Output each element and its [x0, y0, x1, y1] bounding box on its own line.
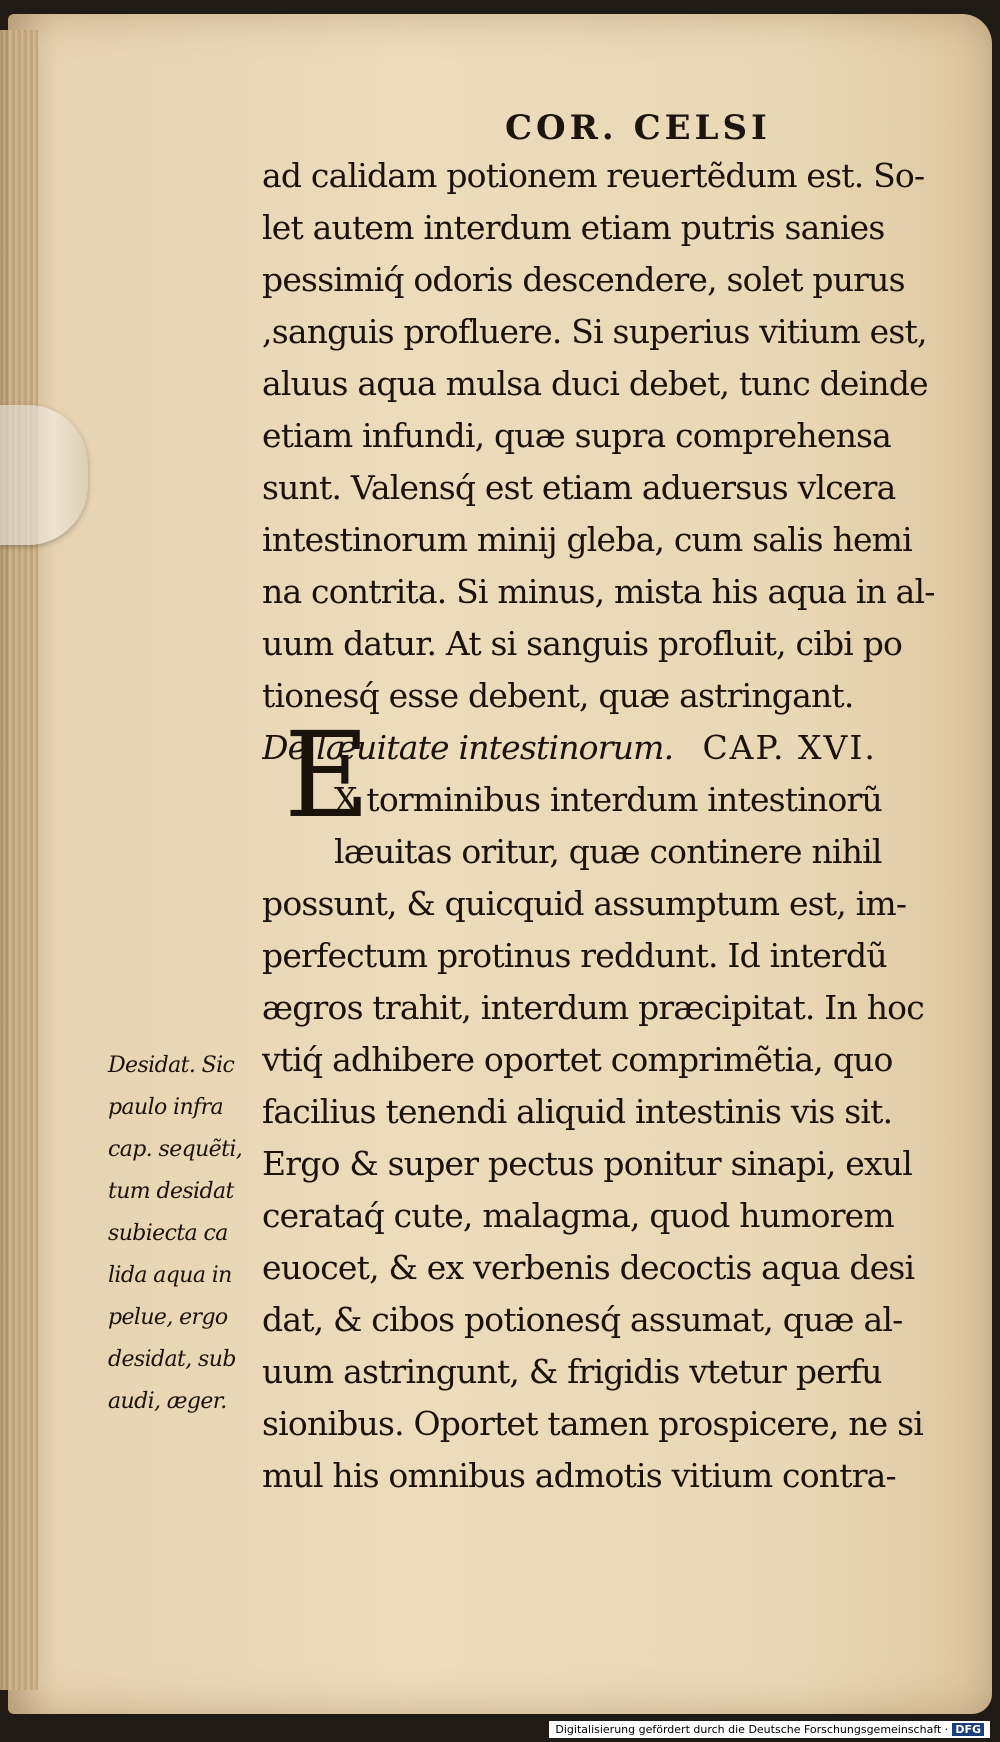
text-line: uum astringunt, & frigidis vtetur perfu: [262, 1352, 882, 1391]
dfg-logo: DFG: [952, 1723, 984, 1736]
text-line: euocet, & ex verbenis decoctis aqua desi: [262, 1248, 915, 1287]
margin-note-line: cap. sequẽti,: [108, 1137, 243, 1162]
text-line: Ergo & super pectus ponitur sinapi, exul: [262, 1144, 912, 1183]
text-line: sunt. Valensq́ est etiam aduersus vlcera: [262, 468, 896, 507]
margin-note-line: Desidat. Sic: [108, 1053, 235, 1078]
text-line: ægros trahit, interdum præcipitat. In hoc: [262, 988, 924, 1027]
digitization-credit: [549, 1721, 990, 1738]
text-line: X torminibus interdum intestinorũ: [334, 780, 882, 819]
chapter-title: De læuitate intestinorum.: [262, 728, 674, 767]
text-line: pessimiq́ odoris descendere, solet purus: [262, 260, 905, 299]
text-line: etiam infundi, quæ supra comprehensa: [262, 416, 892, 455]
margin-note-line: paulo infra: [108, 1095, 224, 1120]
running-title: COR. CELSI: [505, 108, 771, 148]
text-line: na contrita. Si minus, mista his aqua in al-: [262, 572, 935, 611]
text-line: possunt, & quicquid assumptum est, im-: [262, 884, 907, 923]
drop-cap: E: [284, 706, 371, 844]
text-line: tionesq́ esse debent, quæ astringant.: [262, 676, 854, 715]
credit-text: Digitalisierung gefördert durch die Deutsche Forschungsgemeinschaft ·: [555, 1723, 949, 1736]
text-line: mul his omnibus admotis vitium contra-: [262, 1456, 896, 1495]
margin-note-line: audi, æger.: [108, 1389, 227, 1414]
text-line: sionibus. Oportet tamen prospicere, ne si: [262, 1404, 923, 1443]
text-line: ,sanguis profluere. Si superius vitium est,: [262, 312, 927, 351]
page-edges: [0, 30, 38, 1690]
text-line: let autem interdum etiam putris sanies: [262, 208, 885, 247]
text-line: vtiq́ adhibere oportet comprimẽtia, quo: [262, 1040, 893, 1079]
margin-note-line: pelue, ergo: [108, 1305, 228, 1330]
text-line: uum datur. At si sanguis profluit, cibi po: [262, 624, 903, 663]
text-line: intestinorum minij gleba, cum salis hemi: [262, 520, 912, 559]
text-line: læuitas oritur, quæ continere nihil: [334, 832, 882, 871]
text-line: ad calidam potionem reuertẽdum est. So-: [262, 156, 925, 195]
text-line: facilius tenendi aliquid intestinis vis sit.: [262, 1092, 893, 1131]
text-line: dat, & cibos potionesq́ assumat, quæ al-: [262, 1300, 903, 1339]
margin-note-line: lida aqua in: [108, 1263, 232, 1288]
margin-note: [108, 1045, 258, 1423]
margin-note-line: subiecta ca: [108, 1221, 228, 1246]
text-line: aluus aqua mulsa duci debet, tunc deinde: [262, 364, 928, 403]
text-line: cerataq́ cute, malagma, quod humorem: [262, 1196, 894, 1235]
text-line: perfectum protinus reddunt. Id interdũ: [262, 936, 887, 975]
margin-note-line: tum desidat: [108, 1179, 234, 1204]
margin-note-line: desidat, sub: [108, 1347, 236, 1372]
chapter-number: CAP. XVI.: [702, 728, 877, 767]
